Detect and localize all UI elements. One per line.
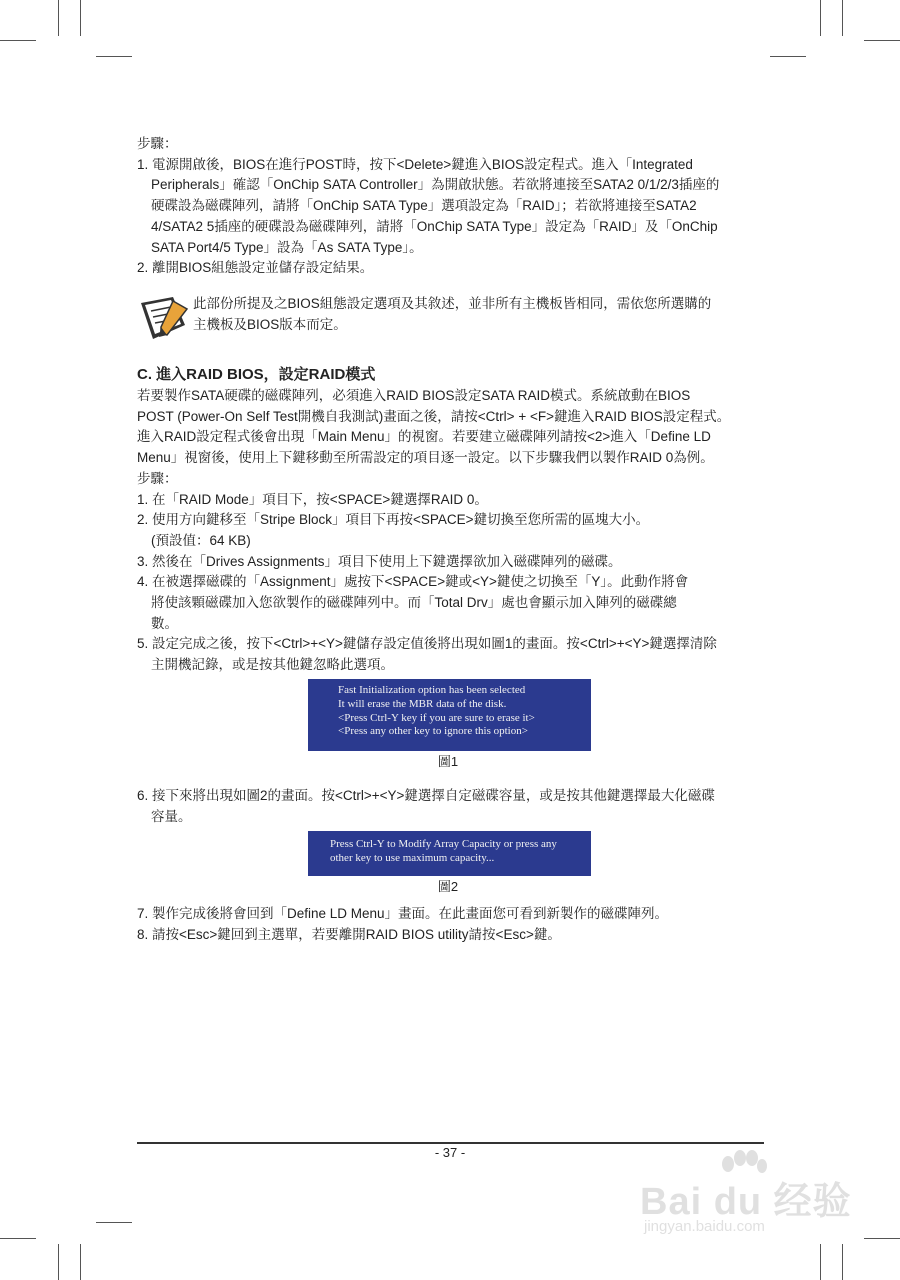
crop-mark (864, 40, 900, 41)
figure2-line: other key to use maximum capacity... (330, 851, 495, 864)
watermark-url: jingyan.baidu.com (644, 1218, 765, 1235)
note-box (137, 293, 765, 343)
figure1-line: <Press Ctrl-Y key if you are sure to erase it> (338, 711, 535, 724)
intro-line: 進入RAID設定程式後會出現「Main Menu」的視窗。若要建立磁碟陣列請按<2>進入「Define LD (137, 429, 711, 445)
crop-mark (770, 56, 806, 57)
step-line: 2. 離開BIOS組態設定並儲存設定結果。 (137, 260, 374, 276)
note-line: 此部份所提及之BIOS組態設定選項及其敘述，並非所有主機板皆相同，需依您所選購的 (193, 296, 712, 311)
figure1-line: <Press any other key to ignore this option> (338, 725, 528, 738)
figure2-line: Press Ctrl-Y to Modify Array Capacity or press any (330, 838, 557, 850)
figure1-line: Fast Initialization option has been selected (338, 684, 526, 696)
footer-rule (137, 1142, 764, 1144)
step-line: 將使該顆磁碟加入您欲製作的磁碟陣列中。而「Total Drv」處也會顯示加入陣列的磁碟總 (151, 595, 677, 611)
step-line: 2. 使用方向鍵移至「Stripe Block」項目下再按<SPACE>鍵切換至您所需的區塊大小。 (137, 512, 650, 528)
note-line: 主機板及BIOS版本而定。 (193, 317, 347, 332)
step-line: 1. 電源開啟後，BIOS在進行POST時，按下<Delete>鍵進入BIOS設定程式。進入「Integrated (137, 156, 693, 172)
step-line: 4. 在被選擇磁碟的「Assignment」處按下<SPACE>鍵或<Y>鍵使之切換至「Y」。此動作將會 (137, 574, 689, 590)
note-pencil-icon (137, 295, 189, 341)
steps-label: 步驟： (137, 470, 178, 486)
step-line: 7. 製作完成後將會回到「Define LD Menu」畫面。在此畫面您可看到新製作的磁碟陣列。 (137, 906, 669, 921)
step6 (137, 786, 765, 827)
step-line: 硬碟設為磁碟陣列，請將「OnChip SATA Type」選項設定為「RAID」；若欲將連接至SATA2 (151, 198, 697, 214)
section-c (137, 364, 765, 676)
steps-label: 步驟： (137, 136, 178, 151)
step-line: 4/SATA2 5插座的硬碟設為磁碟陣列，請將「OnChip SATA Type」設定為「RAID」及「OnChip (151, 218, 718, 234)
step-line: 3. 然後在「Drives Assignments」項目下使用上下鍵選擇欲加入磁碟陣列的磁碟。 (137, 553, 622, 569)
figure1-line: It will erase the MBR data of the disk. (338, 697, 507, 710)
figure1-screen (308, 679, 591, 751)
section-title: C. 進入RAID BIOS，設定RAID模式 (137, 366, 376, 383)
figure2-screen (308, 831, 591, 876)
crop-mark (0, 1238, 36, 1239)
intro-line: POST (Power-On Self Test開機自我測試)畫面之後，請按<Ctrl> + <F>鍵進入RAID BIOS設定程式。 (137, 408, 731, 424)
crop-mark (820, 0, 821, 36)
step-line: 容量。 (151, 808, 192, 824)
step-line: 6. 接下來將出現如圖2的畫面。按<Ctrl>+<Y>鍵選擇自定磁碟容量，或是按其他鍵選擇最大化磁碟 (137, 788, 715, 803)
crop-mark (80, 0, 81, 36)
crop-mark (96, 1222, 132, 1223)
crop-mark (864, 1238, 900, 1239)
page-number: - 37 - (434, 1145, 466, 1160)
figure1-caption: 圖1 (437, 754, 459, 769)
step-line: Peripherals」確認「OnChip SATA Controller」為開啟狀態。若欲將連接至SATA2 0/1/2/3插座的 (151, 177, 720, 193)
step-line: 數。 (151, 615, 178, 631)
crop-mark (80, 1244, 81, 1280)
crop-mark (58, 0, 59, 36)
crop-mark (0, 40, 36, 41)
step-line: 8. 請按<Esc>鍵回到主選單，若要離開RAID BIOS utility請按<Esc>鍵。 (137, 926, 561, 942)
watermark-brand: Bai du 经验 (640, 1181, 852, 1223)
figure2-caption: 圖2 (437, 879, 459, 894)
step-line: 1. 在「RAID Mode」項目下，按<SPACE>鍵選擇RAID 0。 (137, 491, 488, 507)
intro-line: 若要製作SATA硬碟的磁碟陣列，必須進入RAID BIOS設定SATA RAID模式。系統啟動在BIOS (137, 388, 691, 403)
intro-line: Menu」視窗後，使用上下鍵移動至所需設定的項目逐一設定。以下步驟我們以製作RAID 0為例。 (137, 450, 714, 466)
step-line: (預設值：64 KB) (151, 532, 251, 548)
crop-mark (96, 56, 132, 57)
note-text (193, 293, 765, 335)
step-line: SATA Port4/5 Type」設為「As SATA Type」。 (151, 239, 423, 255)
steps-final (137, 904, 765, 945)
crop-mark (842, 0, 843, 36)
bios-steps (137, 134, 765, 279)
step-line: 主開機記錄，或是按其他鍵忽略此選項。 (151, 657, 394, 673)
crop-mark (58, 1244, 59, 1280)
baidu-watermark (640, 1150, 860, 1250)
step-line: 5. 設定完成之後，按下<Ctrl>+<Y>鍵儲存設定值後將出現如圖1的畫面。按<Ctrl>+<Y>鍵選擇清除 (137, 636, 717, 652)
